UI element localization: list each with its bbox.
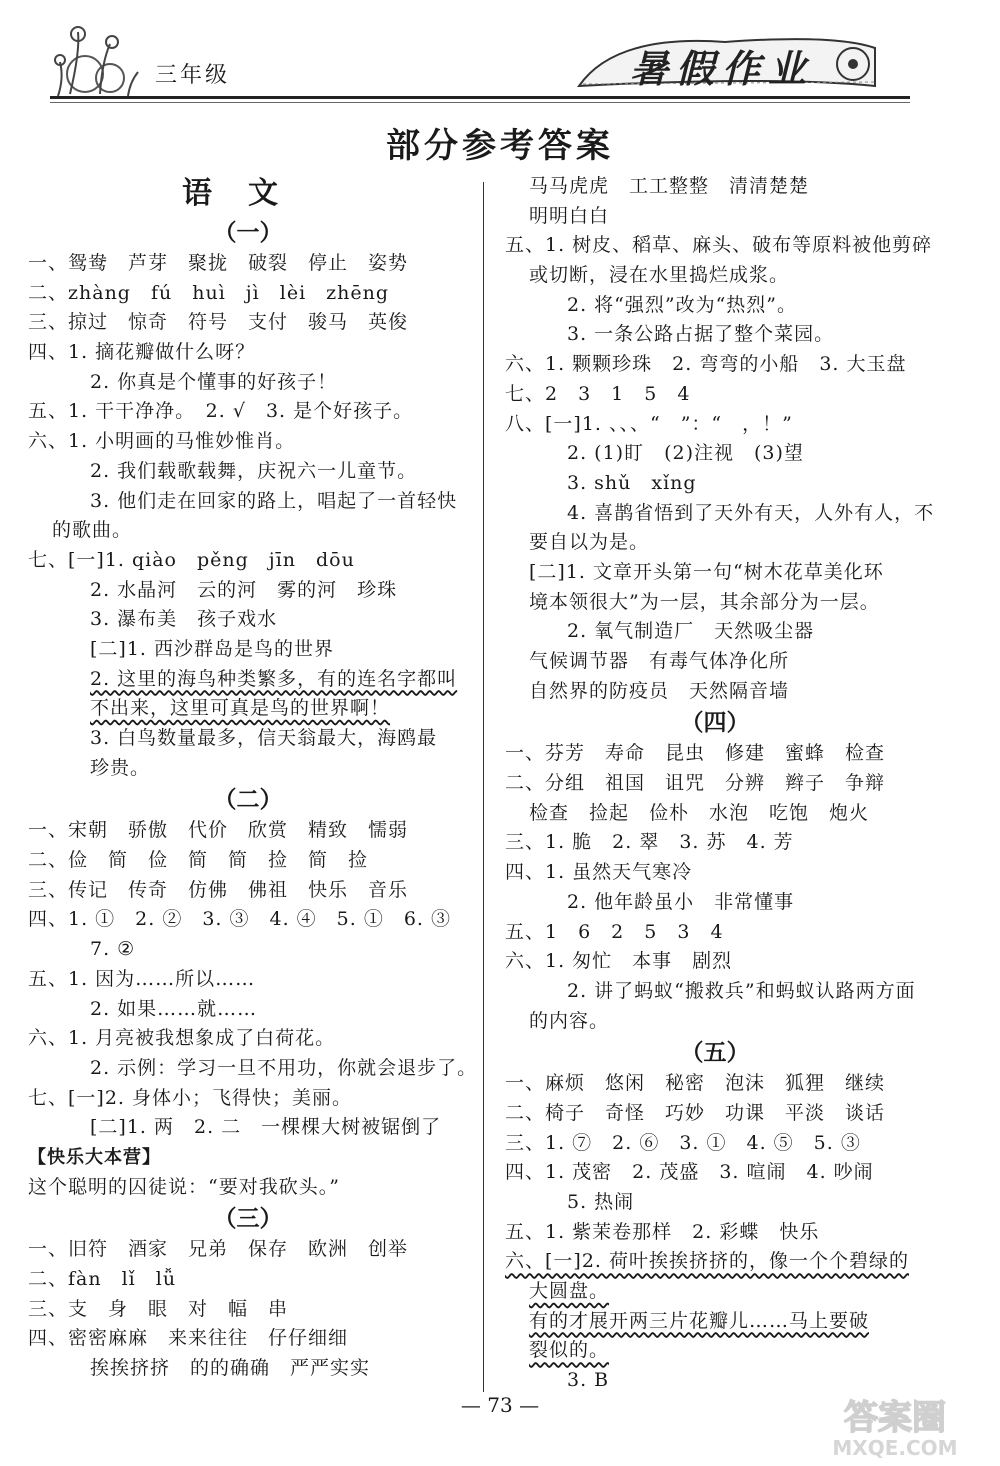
- answer-line: 自然界的防疫员 天然隔音墙: [529, 679, 790, 702]
- svg-text:MXQE.COM: MXQE.COM: [832, 1436, 958, 1460]
- answer-line: 一、旧符 酒家 兄弟 保存 欧洲 创举: [28, 1238, 409, 1261]
- answer-line: 一、鸳鸯 芦芽 聚拢 破裂 停止 姿势: [28, 252, 409, 274]
- header-rule-thin: [50, 102, 910, 103]
- flower-decoration-icon: [40, 22, 150, 100]
- answer-line: 四、1. 摘花瓣做什么呀？: [28, 341, 256, 364]
- answer-line: 的歌曲。: [52, 519, 133, 542]
- subject-heading: 语文: [182, 176, 314, 211]
- answer-line: 7. ②: [90, 938, 136, 961]
- answer-line: 2. 将“强烈”改为“热烈”。: [567, 293, 798, 316]
- answer-line: 气候调节器 有毒气体净化所: [529, 650, 790, 672]
- answer-line: 2. 你真是个懂事的好孩子！: [90, 370, 338, 393]
- answer-line: 这个聪明的囚徒说：“要对我砍头。”: [28, 1175, 340, 1198]
- section-heading: （二）: [213, 786, 283, 814]
- header-rule: [50, 96, 910, 99]
- answer-line: 3. B: [567, 1369, 610, 1392]
- answer-line: 或切断，浸在水里捣烂成浆。: [529, 264, 790, 287]
- answer-line: 四、1. 虽然天气寒冷: [505, 861, 693, 884]
- answer-line: 四、密密麻麻 来来往往 仔仔细细: [28, 1327, 349, 1350]
- answer-line: 要自以为是。: [529, 531, 650, 554]
- answer-line: 二、zhàng fú huì jì lèi zhēng: [28, 281, 390, 304]
- page-number: — 73 —: [460, 1393, 540, 1417]
- answer-line: 四、1. 茂密 2. 茂盛 3. 喧闹 4. 吵闹: [505, 1161, 874, 1184]
- answer-line: 3. 白鸟数量最多，信天翁最大，海鸥最: [90, 727, 438, 749]
- page-title: 部分参考答案: [386, 126, 614, 166]
- answer-line: 珍贵。: [90, 756, 151, 779]
- answer-line: 六、1. 颗颗珍珠 2. 弯弯的小船 3. 大玉盘: [505, 353, 907, 376]
- section-heading: （四）: [680, 709, 750, 737]
- answer-line: 2. 水晶河 云的河 雾的河 珍珠: [90, 578, 398, 601]
- section-heading: （五）: [680, 1039, 750, 1067]
- answer-line: 一、芬芳 寿命 昆虫 修建 蜜蜂 检查: [505, 742, 886, 765]
- answer-line: 二、分组 祖国 诅咒 分辨 辫子 争辩: [505, 772, 886, 795]
- answer-line: 七、2 3 1 5 4: [505, 382, 691, 405]
- answer-line: 的内容。: [529, 1009, 610, 1032]
- answer-line: 5. 热闹: [567, 1191, 635, 1213]
- answer-line: 2. (1)盯 (2)注视 (3)望: [567, 442, 804, 465]
- banner-title: 暑假作业: [630, 46, 815, 91]
- answer-line: 六、1. 匆忙 本事 剧烈: [505, 950, 733, 973]
- answer-line: 三、掠过 惊奇 符号 支付 骏马 英俊: [28, 311, 409, 334]
- right-answer-list: [505, 172, 935, 1396]
- answer-line: 四、1. ① 2. ② 3. ③ 4. ④ 5. ① 6. ③: [28, 908, 452, 931]
- answer-line: [二]1. 西沙群岛是鸟的世界: [90, 637, 334, 660]
- answer-line: 三、1. ⑦ 2. ⑥ 3. ① 4. ⑤ 5. ③: [505, 1131, 861, 1154]
- answer-line: [二]1. 文章开头第一句“树木花草美化环: [529, 560, 884, 583]
- answer-line: 检查 捡起 俭朴 水泡 吃饱 炮火: [529, 801, 870, 824]
- answer-line: 五、1. 紫茉卷那样 2. 彩蝶 快乐: [505, 1220, 820, 1243]
- answer-line: 2. 讲了蚂蚁“搬救兵”和蚂蚁认路两方面: [567, 979, 916, 1002]
- answer-line: 2. 如果……就……: [90, 997, 258, 1020]
- answer-line: 二、fàn lǐ lǚ: [28, 1268, 177, 1290]
- column-divider: [483, 182, 484, 1392]
- page-header: [30, 22, 910, 102]
- answer-line: 马马虎虎 工工整整 清清楚楚: [529, 175, 810, 197]
- answer-line: 大圆盘。: [529, 1280, 610, 1303]
- answer-line: 二、俭 简 俭 简 简 捡 简 捡: [28, 849, 369, 872]
- answer-line: 五、1 6 2 5 3 4: [505, 920, 724, 943]
- answer-line: 七、[一]1. qiào pěng jīn dōu: [28, 548, 355, 571]
- answer-line: 六、1. 月亮被我想象成了白荷花。: [28, 1027, 336, 1050]
- left-column: [28, 172, 478, 1384]
- answer-line: 境本领很大”为一层，其余部分为一层。: [529, 590, 880, 613]
- answer-line: 有的才展开两三片花瓣儿……马上要破: [529, 1309, 870, 1332]
- svg-text:答案圈: 答案圈: [844, 1398, 946, 1438]
- answer-line: 五、1. 因为……所以……: [28, 967, 256, 990]
- answer-line: 3. 瀑布美 孩子戏水: [90, 608, 278, 631]
- answer-line: 三、支 身 眼 对 幅 串: [28, 1297, 289, 1320]
- answer-line: 3. 一条公路占据了整个菜园。: [567, 323, 835, 346]
- answer-line: 3. 他们走在回家的路上，唱起了一首轻快: [90, 489, 458, 512]
- answer-line: 【快乐大本营】: [28, 1146, 161, 1168]
- watermark-logo-icon: [800, 1395, 990, 1461]
- answer-line: 二、椅子 奇怪 巧妙 功课 平淡 谈话: [505, 1101, 886, 1124]
- answer-line: [二]1. 两 2. 二 一棵棵大树被锯倒了: [90, 1116, 442, 1139]
- answer-line: 挨挨挤挤 的的确确 严严实实: [90, 1357, 371, 1380]
- answer-line: 三、传记 传奇 仿佛 佛祖 快乐 音乐: [28, 878, 409, 901]
- answer-line: 五、1. 树皮、稻草、麻头、破布等原料被他剪碎: [505, 234, 933, 257]
- answer-line: 裂似的。: [529, 1339, 610, 1362]
- answer-line: 明明白白: [529, 204, 610, 227]
- answer-line: 六、[一]2. 荷叶挨挨挤挤的，像一个个碧绿的: [505, 1250, 909, 1273]
- answer-line: 五、1. 干干净净。 2. √ 3. 是个好孩子。: [28, 400, 414, 423]
- answer-line: 2. 示例：学习一旦不用功，你就会退步了。: [90, 1056, 478, 1079]
- answer-line: 一、宋朝 骄傲 代价 欣赏 精致 懦弱: [28, 819, 409, 842]
- grade-label: 三年级: [155, 63, 231, 88]
- answer-line: 七、[一]2. 身体小；飞得快；美丽。: [28, 1086, 352, 1109]
- right-column: [505, 172, 935, 1396]
- answer-line: 2. 他年龄虽小 非常懂事: [567, 890, 795, 913]
- section-heading: （三）: [213, 1205, 283, 1233]
- answer-line: 2. 氧气制造厂 天然吸尘器: [567, 620, 815, 643]
- answer-line: 六、1. 小明画的马惟妙惟肖。: [28, 430, 296, 453]
- answer-line: 4. 喜鹊省悟到了天外有天，人外有人，不: [567, 501, 935, 524]
- answer-line: 一、麻烦 悠闲 秘密 泡沫 狐狸 继续: [505, 1072, 886, 1095]
- left-answer-list: [28, 216, 478, 1384]
- answer-line: 2. 我们载歌载舞，庆祝六一儿童节。: [90, 459, 418, 482]
- answer-line: 八、[一]1. 、、、“ ”：“ ，！”: [505, 412, 793, 435]
- answer-line: 不出来，这里可真是鸟的世界啊！: [90, 697, 391, 720]
- answer-line: 三、1. 脆 2. 翠 3. 苏 4. 芳: [505, 831, 794, 854]
- answer-line: 2. 这里的海鸟种类繁多，有的连名字都叫: [90, 667, 458, 690]
- answer-line: 3. shǔ xǐng: [567, 471, 697, 494]
- section-heading: （一）: [213, 219, 283, 246]
